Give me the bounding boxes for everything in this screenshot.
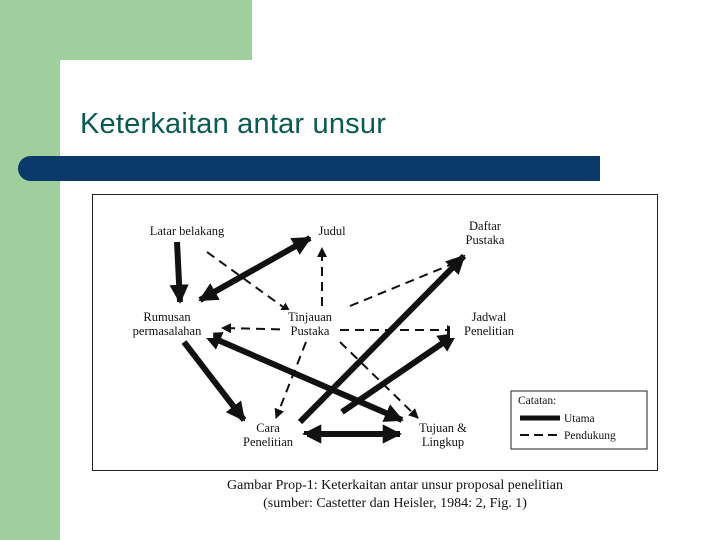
legend-utama-label: Utama: [564, 413, 595, 425]
legend: [511, 391, 647, 449]
node-label-daftar: Pustaka: [465, 233, 505, 247]
node-tujuan: [411, 421, 475, 449]
node-label-judul: Judul: [318, 224, 346, 238]
node-label-jadwal: Penelitian: [464, 324, 514, 338]
node-label-jadwal: Jadwal: [471, 310, 507, 324]
node-label-cara: Cara: [256, 421, 280, 435]
node-label-daftar: Daftar: [469, 219, 501, 233]
node-label-tujuan: Lingkup: [421, 435, 465, 449]
legend-pendukung-label: Pendukung: [564, 430, 616, 442]
node-daftar: [457, 219, 513, 247]
caption-line-1: Gambar Prop-1: Keterkaitan antar unsur proposal penelitian: [227, 478, 563, 493]
link-utama-latar-to-rumusan: [177, 242, 180, 302]
diagram-figure: [92, 194, 658, 471]
title-underline-bar: [18, 156, 600, 181]
node-label-tinjauan: Pustaka: [290, 324, 330, 338]
slide-corner: [60, 60, 100, 100]
node-judul: [311, 224, 353, 238]
green-top-band: [60, 0, 252, 60]
legend-title: Catatan:: [518, 395, 557, 407]
node-label-latar: Latar belakang: [149, 224, 225, 238]
caption-line-2: (sumber: Castetter dan Heisler, 1984: 2, Fig. 1): [263, 496, 527, 511]
green-side-band: [0, 0, 60, 540]
node-label-tinjauan: Tinjauan: [288, 310, 332, 324]
node-label-rumusan: permasalahan: [132, 324, 202, 338]
node-label-tujuan: Tujuan &: [419, 421, 467, 435]
figure-caption: [175, 477, 615, 513]
node-label-cara: Penelitian: [243, 435, 293, 449]
node-label-rumusan: Rumusan: [143, 310, 191, 324]
node-tinjauan: [278, 310, 342, 338]
node-latar: [134, 224, 241, 238]
slide-title: Keterkaitan antar unsur: [80, 108, 387, 140]
